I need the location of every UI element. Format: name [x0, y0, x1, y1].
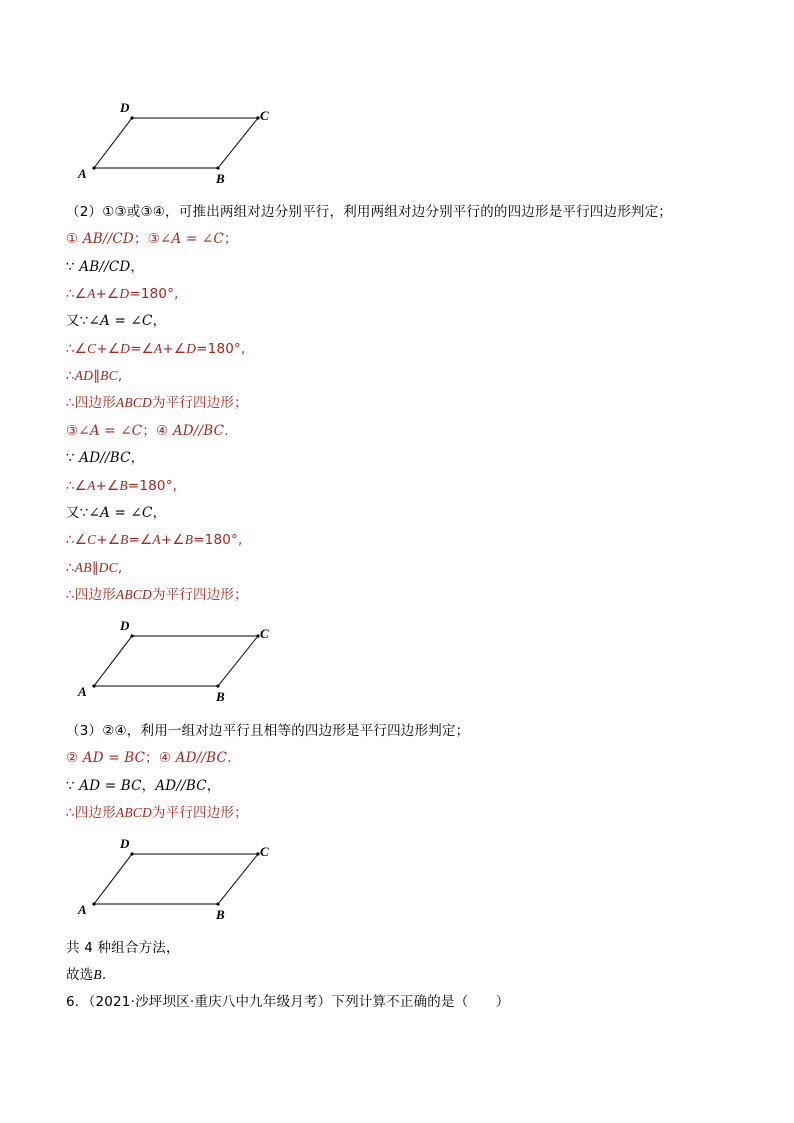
solution-part-2-heading: （2）①③或③④，可推出两组对边分别平行，利用两组对边分别平行的的四边形是平行四边形判定； [66, 204, 672, 220]
text-line: 共 4 种组合方法， [66, 940, 180, 956]
parallelogram-figure-3 [70, 832, 290, 928]
text-line: ∴∠C+∠D=∠A+∠D=180°, [66, 341, 246, 357]
text-line: ∵ AD//BC， [66, 450, 145, 466]
question-6: 6．（2021·沙坪坝区·重庆八中九年级月考）下列计算不正确的是（ ） [66, 994, 510, 1010]
vertex-label-b: B [216, 907, 225, 922]
text-line: ∴∠A+∠D=180°, [66, 286, 179, 302]
text-line: ∵ AB//CD， [66, 259, 145, 275]
text-line: ∴四边形ABCD为平行四边形； [66, 805, 248, 821]
text-line: ∴四边形ABCD为平行四边形； [66, 395, 248, 411]
vertex-label-a: A [78, 166, 87, 181]
vertex-label-a: A [78, 684, 87, 699]
text-line: 故选B. [66, 967, 107, 983]
vertex-label-d: D [120, 100, 130, 115]
vertex-label-c: C [260, 626, 269, 641]
text-line: ① AB//CD；③∠A = ∠C； [66, 231, 238, 247]
text-line: 又∵∠A = ∠C， [66, 505, 167, 521]
text-line: ∴∠A+∠B=180°, [66, 478, 178, 494]
text-line: 又∵∠A = ∠C， [66, 313, 167, 329]
vertex-label-a: A [78, 902, 87, 917]
text-line: ∴AB∥DC, [66, 560, 123, 576]
text-line: ② AD = BC；④ AD//BC. [66, 750, 232, 766]
parallelogram-figure-2 [70, 614, 290, 710]
vertex-label-b: B [216, 689, 225, 704]
parallelogram-figure-1 [70, 96, 290, 192]
vertex-label-c: C [260, 108, 269, 123]
vertex-label-b: B [216, 171, 225, 186]
vertex-label-d: D [120, 836, 130, 851]
text-line: ∴四边形ABCD为平行四边形； [66, 587, 248, 603]
text-line: ③∠A = ∠C；④ AD//BC. [66, 423, 229, 439]
text-line: ∴AD∥BC, [66, 368, 123, 384]
text-line: ∴∠C+∠B=∠A+∠B=180°, [66, 532, 243, 548]
text-line: ∵ AD = BC，AD//BC， [66, 778, 221, 794]
vertex-label-d: D [120, 618, 130, 633]
vertex-label-c: C [260, 844, 269, 859]
solution-part-3-heading: （3）②④，利用一组对边平行且相等的四边形是平行四边形判定； [66, 723, 470, 739]
